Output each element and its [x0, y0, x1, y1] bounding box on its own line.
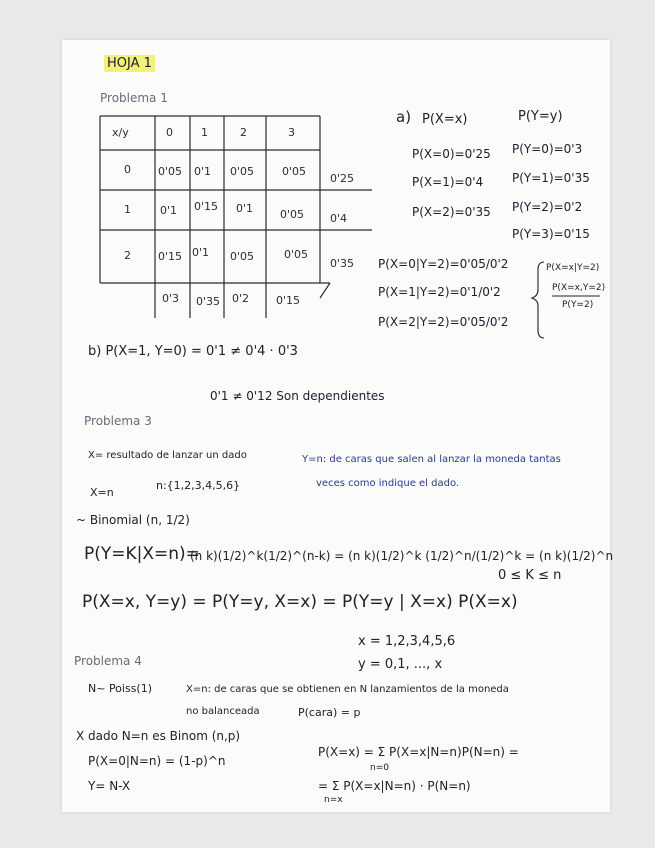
formula-denominator: P(Y=2)	[562, 300, 594, 310]
row-header: 0	[124, 163, 131, 176]
y-values: y = 0,1, ..., x	[358, 657, 443, 672]
p-x-zero: P(X=0|N=n) = (1-p)^n	[88, 754, 226, 768]
px-header: P(X=x)	[422, 112, 468, 127]
total-prob-line1: P(X=x) = Σ P(X=x|N=n)P(N=n) =	[318, 745, 519, 759]
py-header: P(Y=y)	[518, 109, 563, 124]
row-marginal: 0'35	[330, 257, 355, 270]
col-marginal: 0'15	[276, 294, 301, 307]
py-value: P(Y=3)=0'15	[512, 227, 590, 241]
col-header: 1	[201, 126, 208, 139]
px-value: P(X=2)=0'35	[412, 205, 491, 219]
col-marginal: 0'35	[196, 295, 221, 308]
col-marginal: 0'3	[162, 292, 180, 305]
table-cell: 0'15	[194, 200, 219, 213]
row-header: 1	[124, 203, 131, 216]
x-values: x = 1,2,3,4,5,6	[358, 634, 456, 649]
col-marginal: 0'2	[232, 292, 250, 305]
formula-lhs: P(X=x|Y=2)	[546, 263, 600, 273]
px-value: P(X=0)=0'25	[412, 147, 491, 161]
px-value: P(X=1)=0'4	[412, 175, 484, 189]
y-definition-line2: veces como indique el dado.	[316, 478, 460, 489]
col-header: 2	[240, 126, 247, 139]
part-b-line2: 0'1 ≠ 0'12 Son dependientes	[210, 389, 385, 403]
sum-index-1: n=0	[370, 763, 389, 773]
table-cell: 0'05	[230, 250, 255, 263]
sum-index-2: n=x	[324, 795, 343, 805]
binomial-dist: ~ Binomial (n, 1/2)	[76, 513, 190, 527]
pmf-lhs: P(Y=K|X=n)=	[84, 544, 200, 564]
pmf-rhs: (n k)(1/2)^k(1/2)^(n-k) = (n k)(1/2)^k (1/2)^n/(1/2)^k = (n k)(1/2)^n	[190, 549, 614, 563]
problema3-title: Problema 3	[84, 414, 152, 428]
table-cell: 0'1	[236, 202, 254, 215]
n-distribution: N~ Poiss(1)	[88, 682, 153, 695]
k-range: 0 ≤ K ≤ n	[498, 568, 562, 583]
formula-numerator: P(X=x,Y=2)	[552, 283, 606, 293]
y-equals: Y= N-X	[88, 779, 131, 793]
py-value: P(Y=1)=0'35	[512, 171, 590, 185]
sheet-label: HOJA 1	[104, 57, 155, 70]
y-definition-line1: Y=n: de caras que salen al lanzar la moneda tantas	[302, 454, 561, 465]
joint-prob: P(X=x, Y=y) = P(Y=y, X=x) = P(Y=y | X=x) P(X=x)	[82, 592, 518, 612]
x-definition: X= resultado de lanzar un dado	[88, 450, 247, 461]
table-cell: 0'05	[280, 208, 305, 221]
x-given-n: X dado N=n es Binom (n,p)	[76, 729, 241, 743]
x-definition-p4-line1: X=n: de caras que se obtienen en N lanzamientos de la moneda	[186, 684, 509, 695]
p-cara: P(cara) = p	[298, 706, 361, 719]
part-a-label: a)	[396, 108, 412, 126]
problema1-title: Problema 1	[100, 91, 168, 105]
table-cell: 0'05	[158, 165, 183, 178]
table-cell: 0'1	[192, 246, 210, 259]
problema4-title: Problema 4	[74, 654, 142, 668]
part-b-line1: b) P(X=1, Y=0) = 0'1 ≠ 0'4 · 0'3	[88, 344, 298, 359]
x-definition-p4-line2: no balanceada	[186, 706, 260, 717]
conditional-prob: P(X=1|Y=2)=0'1/0'2	[378, 285, 501, 299]
table-cell: 0'1	[160, 204, 178, 217]
row-marginal: 0'25	[330, 172, 355, 185]
table-cell: 0'1	[194, 165, 212, 178]
row-header: 2	[124, 249, 131, 262]
conditional-prob: P(X=0|Y=2)=0'05/0'2	[378, 257, 509, 271]
total-prob-line2: = Σ P(X=x|N=n) · P(N=n)	[318, 779, 471, 793]
row-marginal: 0'4	[330, 212, 348, 225]
py-value: P(Y=2)=0'2	[512, 200, 583, 214]
table-corner: x/y	[112, 126, 129, 139]
table-cell: 0'05	[230, 165, 255, 178]
table-cell: 0'05	[282, 165, 307, 178]
table-cell: 0'05	[284, 248, 309, 261]
x-equals: X=n	[90, 486, 114, 499]
py-value: P(Y=0)=0'3	[512, 142, 583, 156]
support-set: n:{1,2,3,4,5,6}	[156, 479, 241, 492]
col-header: 3	[288, 126, 295, 139]
conditional-prob: P(X=2|Y=2)=0'05/0'2	[378, 315, 509, 329]
col-header: 0	[166, 126, 173, 139]
table-cell: 0'15	[158, 250, 183, 263]
